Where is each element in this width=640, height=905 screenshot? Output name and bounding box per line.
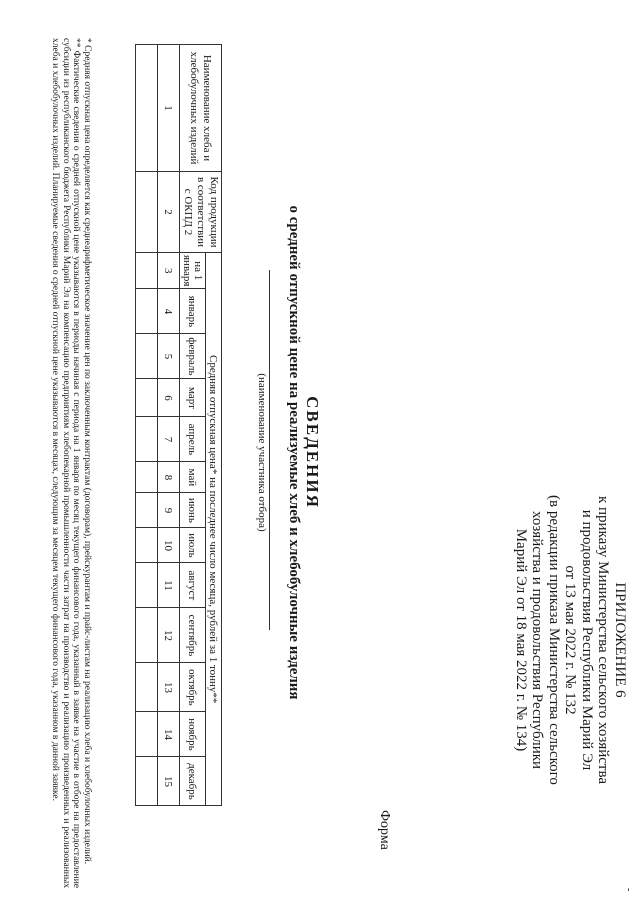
column-number: 15 — [158, 757, 180, 806]
header-month: сентябрь — [180, 608, 206, 663]
empty-cell — [136, 172, 158, 253]
header-month: июль — [180, 528, 206, 563]
empty-cell — [136, 45, 158, 172]
header-month: февраль — [180, 334, 206, 379]
column-number: 11 — [158, 563, 180, 608]
header-month: июнь — [180, 493, 206, 528]
corner-mark: - — [623, 888, 634, 892]
header-month: март — [180, 379, 206, 417]
header-jan-1: на 1 января — [180, 253, 206, 289]
empty-cell — [136, 289, 158, 334]
column-number: 14 — [158, 712, 180, 757]
header-month: апрель — [180, 417, 206, 462]
empty-cell — [136, 334, 158, 379]
empty-cell — [136, 563, 158, 608]
footnote-1: * Средняя отпускная цена определяется как среднеарифметическое значение цен по заключенным контрактам (договорам), прейскурантам и прайс-листам на реализацию хлеба и хлебобулочных изделий. — [82, 38, 92, 865]
empty-cell — [136, 379, 158, 417]
column-number: 3 — [158, 253, 180, 289]
empty-cell — [136, 253, 158, 289]
header-month: октябрь — [180, 663, 206, 712]
column-number: 5 — [158, 334, 180, 379]
header-month: август — [180, 563, 206, 608]
document-subtitle: о средней отпускной цене на реализуемые хлеб и хлебобулочные изделия — [286, 205, 302, 700]
empty-cell — [136, 757, 158, 806]
footnotes — [50, 38, 92, 888]
column-number: 13 — [158, 663, 180, 712]
header-month: январь — [180, 289, 206, 334]
column-number: 1 — [158, 45, 180, 172]
appendix-line: Марий Эл от 18 мая 2022 г. № 134) — [513, 528, 529, 752]
column-number: 10 — [158, 528, 180, 563]
appendix-line: от 13 мая 2022 г. № 132 — [562, 565, 579, 715]
column-number: 4 — [158, 289, 180, 334]
footnote-2: ** Фактические сведения о средней отпускной цене указываются в периоды начиная с периода на 1 января по месяц текущего финансового года, указанный в заявке на участие в отборе на предоставление субсидии из республиканского бюджета Республики Марий Эл на компенсацию предприятиям хлебопекарной промышленности части затрат на производство и реализацию произведенных и реализованных хлеба и хлебобулочных изделий. Планируемые сведения о средней отпускной цене указываются в месяцах, следующим за месяцем текущего финансового года, указанном в данной заявке. — [50, 38, 82, 888]
price-table — [135, 44, 222, 806]
participant-caption: (наименование участника отбора) — [256, 373, 268, 532]
header-month: ноябрь — [180, 712, 206, 757]
participant-name-line — [269, 270, 270, 630]
appendix-line: хозяйства и продовольствия Республики — [529, 510, 546, 770]
header-okpd-code: Код продукции в соответствии с ОКПД 2 — [180, 172, 222, 253]
empty-cell — [136, 712, 158, 757]
appendix-line: ПРИЛОЖЕНИЕ 6 — [612, 582, 628, 698]
column-number: 7 — [158, 417, 180, 462]
header-month: декабрь — [180, 757, 206, 806]
appendix-line: к приказу Министерства сельского хозяйства — [595, 495, 612, 785]
appendix-line: и продовольствия Республики Марий Эл — [579, 509, 595, 771]
empty-cell — [136, 462, 158, 493]
empty-cell — [136, 608, 158, 663]
empty-cell — [136, 493, 158, 528]
column-number: 6 — [158, 379, 180, 417]
column-number: 9 — [158, 493, 180, 528]
empty-cell — [136, 663, 158, 712]
header-average-price: Средняя отпускная цена* на последнее число месяца, рублей за 1 тонну** — [206, 253, 222, 806]
appendix-block — [513, 470, 629, 810]
header-product-name: Наименование хлеба и хлебобулочных изделий — [180, 45, 222, 172]
column-number: 8 — [158, 462, 180, 493]
header-month: май — [180, 462, 206, 493]
appendix-line: (в редакции приказа Министерства сельского — [546, 495, 562, 785]
form-label: Форма — [377, 810, 392, 850]
empty-cell — [136, 417, 158, 462]
document-title: СВЕДЕНИЯ — [303, 396, 322, 509]
column-number: 2 — [158, 172, 180, 253]
empty-cell — [136, 528, 158, 563]
column-number: 12 — [158, 608, 180, 663]
